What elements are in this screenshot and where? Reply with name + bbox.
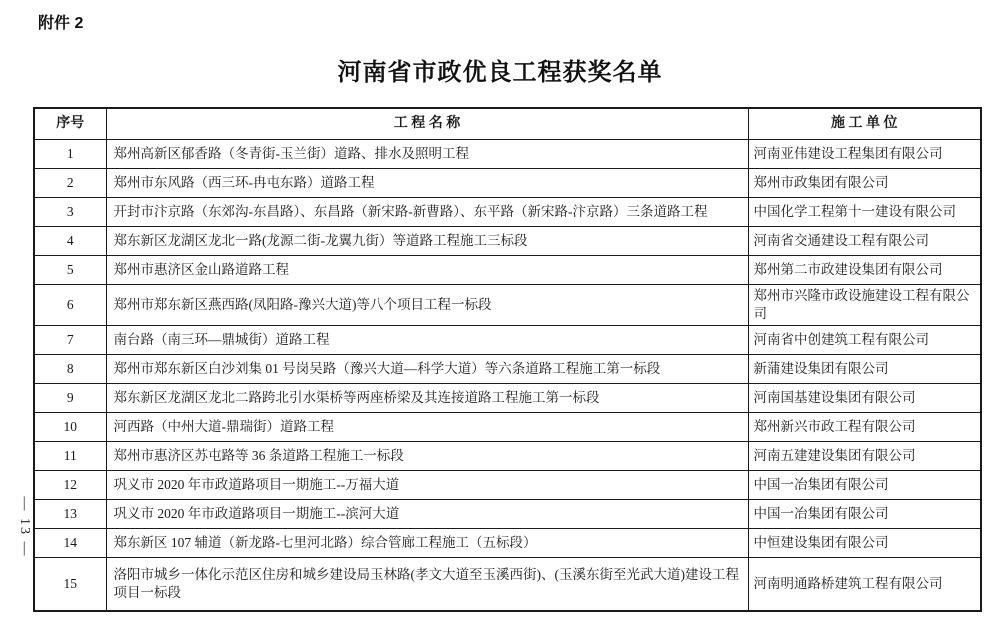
table-row [34, 256, 981, 285]
row-number-cell: 4 [34, 227, 106, 256]
company-name-cell: 河南亚伟建设工程集团有限公司 [748, 140, 981, 169]
row-number-cell: 15 [34, 558, 106, 612]
row-number-cell: 9 [34, 384, 106, 413]
row-number-cell: 2 [34, 169, 106, 198]
row-number-cell: 1 [34, 140, 106, 169]
company-name-cell: 河南明通路桥建筑工程有限公司 [748, 558, 981, 612]
project-name-cell: 郑州市郑东新区白沙刘集 01 号岗吴路（豫兴大道—科学大道）等六条道路工程施工第一标段 [106, 355, 748, 384]
project-name-cell: 开封市汴京路（东郊沟-东昌路）、东昌路（新宋路-新曹路）、东平路（新宋路-汴京路）三条道路工程 [106, 198, 748, 227]
row-number-cell: 12 [34, 471, 106, 500]
table-row [34, 227, 981, 256]
company-name-cell: 郑州市兴隆市政设施建设工程有限公司 [748, 285, 981, 326]
header-cell-number: 序号 [34, 108, 106, 140]
row-number-cell: 3 [34, 198, 106, 227]
table-row [34, 529, 981, 558]
table-row [34, 413, 981, 442]
awards-table [33, 107, 982, 612]
company-name-cell: 中国化学工程第十一建设有限公司 [748, 198, 981, 227]
project-name-cell: 郑东新区龙湖区龙北一路(龙源二街-龙翼九街）等道路工程施工三标段 [106, 227, 748, 256]
company-name-cell: 郑州市政集团有限公司 [748, 169, 981, 198]
row-number-cell: 13 [34, 500, 106, 529]
header-cell-company: 施 工 单 位 [748, 108, 981, 140]
awards-table-header [34, 108, 981, 140]
table-row [34, 471, 981, 500]
company-name-cell: 中国一冶集团有限公司 [748, 500, 981, 529]
company-name-cell: 郑州第二市政建设集团有限公司 [748, 256, 981, 285]
company-name-cell: 中国一冶集团有限公司 [748, 471, 981, 500]
company-name-cell: 河南省交通建设工程有限公司 [748, 227, 981, 256]
project-name-cell: 巩义市 2020 年市政道路项目一期施工--滨河大道 [106, 500, 748, 529]
attachment-label: 附件 2 [38, 15, 84, 32]
project-name-cell: 郑州市惠济区金山路道路工程 [106, 256, 748, 285]
header-row [34, 108, 981, 140]
table-row [34, 558, 981, 612]
table-row [34, 169, 981, 198]
company-name-cell: 郑州新兴市政工程有限公司 [748, 413, 981, 442]
row-number-cell: 14 [34, 529, 106, 558]
row-number-cell: 10 [34, 413, 106, 442]
row-number-cell: 8 [34, 355, 106, 384]
project-name-cell: 郑州市郑东新区燕西路(凤阳路-豫兴大道)等八个项目工程一标段 [106, 285, 748, 326]
project-name-cell: 郑州市惠济区苏屯路等 36 条道路工程施工一标段 [106, 442, 748, 471]
table-row [34, 140, 981, 169]
company-name-cell: 新蒲建设集团有限公司 [748, 355, 981, 384]
row-number-cell: 6 [34, 285, 106, 326]
project-name-cell: 郑州市东风路（西三环-冉屯东路）道路工程 [106, 169, 748, 198]
table-row [34, 198, 981, 227]
page-title: 河南省市政优良工程获奖名单 [337, 59, 663, 86]
company-name-cell: 中恒建设集团有限公司 [748, 529, 981, 558]
project-name-cell: 巩义市 2020 年市政道路项目一期施工--万福大道 [106, 471, 748, 500]
table-row [34, 355, 981, 384]
project-name-cell: 洛阳市城乡一体化示范区住房和城乡建设局玉林路(孝文大道至玉溪西街)、(玉溪东街至光武大道)建设工程项目一标段 [106, 558, 748, 612]
table-row [34, 285, 981, 326]
table-row [34, 442, 981, 471]
company-name-cell: 河南省中创建筑工程有限公司 [748, 326, 981, 355]
row-number-cell: 11 [34, 442, 106, 471]
company-name-cell: 河南国基建设集团有限公司 [748, 384, 981, 413]
table-row [34, 326, 981, 355]
table-row [34, 384, 981, 413]
row-number-cell: 7 [34, 326, 106, 355]
company-name-cell: 河南五建建设集团有限公司 [748, 442, 981, 471]
page-number: — 13 — [17, 496, 32, 558]
header-cell-project-name: 工 程 名 称 [106, 108, 748, 140]
project-name-cell: 南台路（南三环—鼎城街）道路工程 [106, 326, 748, 355]
project-name-cell: 郑州高新区郁香路（冬青街-玉兰街）道路、排水及照明工程 [106, 140, 748, 169]
project-name-cell: 郑东新区 107 辅道（新龙路-七里河北路）综合管廊工程施工（五标段） [106, 529, 748, 558]
row-number-cell: 5 [34, 256, 106, 285]
table-row [34, 500, 981, 529]
awards-table-body [34, 140, 981, 612]
project-name-cell: 河西路（中州大道-鼎瑞街）道路工程 [106, 413, 748, 442]
project-name-cell: 郑东新区龙湖区龙北二路跨北引水渠桥等两座桥梁及其连接道路工程施工第一标段 [106, 384, 748, 413]
